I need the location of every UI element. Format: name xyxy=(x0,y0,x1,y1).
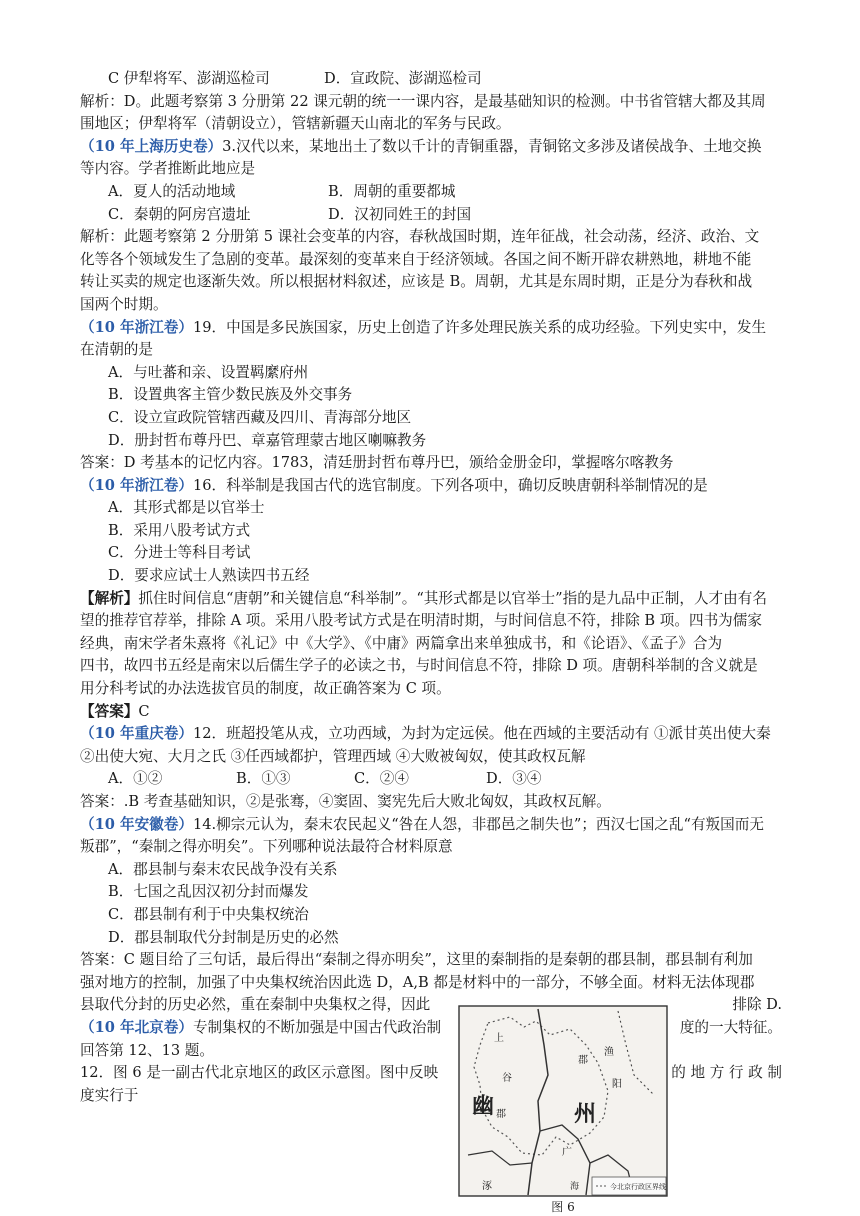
question-stem: （10 年安徽卷）14.柳宗元认为，秦末农民起义“咎在人怨，非郡邑之制失也”；西汉七国之乱“有叛国而无 xyxy=(80,815,764,833)
analysis-line: 经典，南宋学者朱熹将《礼记》中《大学》、《中庸》两篇拿出来单独成书，和《论语》、《孟子》合为 xyxy=(80,634,723,652)
option-b: B．设置典客主管少数民族及外交事务 xyxy=(108,386,353,404)
question-options-line xyxy=(80,68,782,91)
answer-line: 【答案】C xyxy=(80,702,150,720)
figure-caption: 图 6 xyxy=(551,1200,575,1214)
option-d: D．③④ xyxy=(486,770,542,788)
analysis-line: 解析：D。此题考察第 3 分册第 22 课元朝的统一一课内容，是最基础知识的检测。中书省管辖大都及其周 xyxy=(80,92,766,110)
question-stem: （10 年上海历史卷）3.汉代以来，某地出土了数以千计的青铜重器，青铜铭文多涉及诸侯战争、土地交换 xyxy=(80,137,762,155)
question-stem: （10 年浙江卷）19．中国是多民族国家，历史上创造了许多处理民族关系的成功经验。下列史实中，发生 xyxy=(80,318,767,336)
option-d: D．汉初同姓王的封国 xyxy=(328,205,472,223)
analysis-line: 解析：此题考察第 2 分册第 5 课社会变革的内容，春秋战国时期，连年征战，社会动荡，经济、政治、文 xyxy=(80,228,760,246)
analysis-line: 用分科考试的办法选拔官员的制度，故正确答案为 C 项。 xyxy=(80,680,451,698)
option-d: D．册封哲布尊丹巴、章嘉管理蒙古地区喇嘛教务 xyxy=(108,431,427,449)
option-b: B．周朝的重要都城 xyxy=(328,182,456,200)
figure-6-map xyxy=(458,1005,668,1214)
question-stem: 叛郡”，“秦制之得亦明矣”。下列哪种说法最符合材料原意 xyxy=(80,838,453,856)
source-tag: （10 年重庆卷） xyxy=(80,725,193,743)
answer-line: 答案：C 题目给了三句话，最后得出“秦制之得亦明矣”，这里的秦制指的是秦朝的郡县制，郡县制有利加 xyxy=(80,951,753,969)
legend-text: 今北京行政区界线 xyxy=(610,1183,666,1191)
source-tag: （10 年安徽卷） xyxy=(80,815,193,833)
map-label: 谷 xyxy=(502,1073,512,1084)
map-label: 海 xyxy=(570,1182,580,1192)
question-options-line xyxy=(80,204,782,227)
option-c: C．设立宣政院管辖西藏及四川、青海部分地区 xyxy=(108,408,412,426)
exam-page xyxy=(80,68,782,1107)
analysis-line: 转让买卖的规定也逐渐失效。所以根据材料叙述，应该是 B。周朝，尤其是东周时期，正是分为春秋和战 xyxy=(80,273,753,291)
question-stem: 12．图 6 是一副古代北京地区的政区示意图。图中反映 的 地 方 行 政 制 xyxy=(80,1064,782,1082)
analysis-line: 四书，故四书五经是南宋以后儒生学子的必读之书，与时间信息不符，排除 D 项。唐朝科举制的含义就是 xyxy=(80,657,758,675)
answer-label: 【答案】 xyxy=(80,702,139,720)
option-c: C 伊犁将军、澎湖巡检司 xyxy=(108,70,270,87)
question-stem: ②出使大宛、大月之氏 ③任西域都护，管理西域 ④大败被匈奴，使其政权瓦解 xyxy=(80,747,586,765)
option-a: A．①② xyxy=(108,770,163,788)
option-a: A．郡县制与秦末农民战争没有关系 xyxy=(108,860,338,878)
question-stem: 回答第 12、13 题。 xyxy=(80,1041,214,1059)
map-label: 郡 xyxy=(496,1109,506,1120)
map-label: 幽 xyxy=(472,1093,495,1119)
answer-line: 强对地方的控制，加强了中央集权统治因此选 D，A,B 都是材料中的一部分，不够全面。材料无法体现郡 xyxy=(80,973,755,991)
option-c: C．分进士等科目考试 xyxy=(108,544,251,562)
option-c: C．秦朝的阿房宫遗址 xyxy=(108,205,251,223)
answer-line: 答案：D 考基本的记忆内容。1783，清廷册封哲布尊丹巴，颁给金册金印，掌握喀尔喀教务 xyxy=(80,454,674,472)
answer-line: 县取代分封的历史必然，重在秦制中央集权之得，因此 排除 D. xyxy=(80,996,782,1014)
source-tag: （10 年浙江卷） xyxy=(80,476,193,494)
analysis-line: 国两个时期。 xyxy=(80,295,168,313)
question-options-line xyxy=(80,768,782,791)
option-c: C．②④ xyxy=(354,770,409,788)
question-stem: （10 年重庆卷）12．班超投笔从戎，立功西域，为封为定远侯。他在西域的主要活动有 ①派甘英出使大秦 xyxy=(80,725,771,743)
analysis-label: 【解析】 xyxy=(80,589,139,607)
question-stem: （10 年浙江卷）16．科举制是我国古代的选官制度。下列各项中，确切反映唐朝科举制情况的是 xyxy=(80,476,708,494)
option-d: D．宣政院、澎湖巡检司 xyxy=(324,70,482,87)
option-b: B．七国之乱因汉初分封而爆发 xyxy=(108,883,309,901)
question-stem: （10 年北京卷）专制集权的不断加强是中国古代政治制 度的一大特征。 xyxy=(80,1018,782,1036)
question-stem: 在清朝的是 xyxy=(80,341,153,359)
option-c: C．郡县制有利于中央集权统治 xyxy=(108,905,309,923)
answer-line: 答案：.B 考查基础知识，②是张骞，④窦固、窦宪先后大败北匈奴，其政权瓦解。 xyxy=(80,793,611,810)
option-b: B．①③ xyxy=(236,770,291,788)
map-label: 上 xyxy=(494,1033,504,1044)
question-options-line xyxy=(80,181,782,204)
option-b: B．采用八股考试方式 xyxy=(108,521,251,539)
map-label: 州 xyxy=(574,1101,597,1127)
option-a: A．夏人的活动地域 xyxy=(108,182,236,200)
question-stem: 等内容。学者推断此地应是 xyxy=(80,160,256,178)
analysis-line: 围地区；伊犁将军（清朝设立），管辖新疆天山南北的军务与民政。 xyxy=(80,115,511,133)
source-tag: （10 年北京卷） xyxy=(80,1018,193,1036)
analysis-line: 望的推荐官荐举，排除 A 项。采用八股考试方式是在明清时期，与时间信息不符，排除 B 项。四书为儒家 xyxy=(80,612,762,630)
map-label: 郡 xyxy=(578,1055,588,1066)
source-tag: （10 年上海历史卷） xyxy=(80,137,223,155)
map-label: 渔 xyxy=(604,1047,614,1058)
question-stem: 度实行于 xyxy=(80,1086,139,1104)
map-label: 阳 xyxy=(612,1079,622,1090)
option-d: D．郡县制取代分封制是历史的必然 xyxy=(108,928,339,946)
option-a: A．与吐蕃和亲、设置羁縻府州 xyxy=(108,363,309,381)
option-d: D．要求应试士人熟读四书五经 xyxy=(108,567,310,585)
option-a: A．其形式都是以官举士 xyxy=(108,499,265,517)
source-tag: （10 年浙江卷） xyxy=(80,318,193,336)
analysis-line: 【解析】抓住时间信息“唐朝”和关键信息“科举制”。“其形式都是以官举士”指的是九品中正制，人才由有名 xyxy=(80,589,767,607)
map-svg xyxy=(458,1005,668,1197)
analysis-line: 化等各个领域发生了急剧的变革。最深刻的变革来自于经济领域。各国之间不断开辟农耕熟地，耕地不能 xyxy=(80,250,752,268)
map-label: 广 xyxy=(562,1147,572,1158)
map-label: 涿 xyxy=(482,1181,492,1192)
